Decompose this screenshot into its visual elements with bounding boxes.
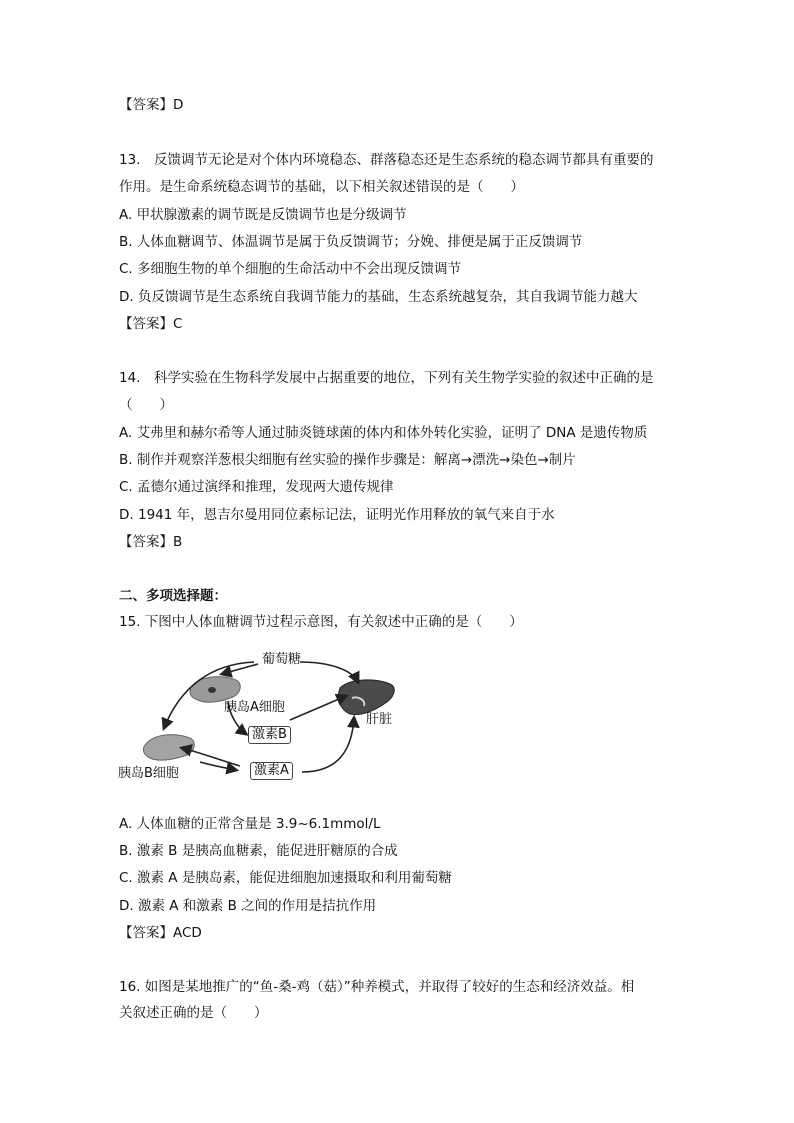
q14-answer: 【答案】B xyxy=(119,534,183,550)
q13-stem-line2: 作用。是生命系统稳态调节的基础，以下相关叙述错误的是（ ） xyxy=(119,179,524,195)
q14-stem-line2: （ ） xyxy=(119,397,173,413)
q15-option-b: B. 激素 B 是胰高血糖素，能促进肝糖原的合成 xyxy=(119,843,398,859)
q13-stem-line1: 13. 反馈调节无论是对个体内环境稳态、群落稳态还是生态系统的稳态调节都具有重要的 xyxy=(119,152,654,168)
glucose-label: 葡萄糖 xyxy=(262,652,302,667)
q14-option-b: B. 制作并观察洋葱根尖细胞有丝实验的操作步骤是：解离→漂洗→染色→制片 xyxy=(119,452,576,468)
q16-stem-line1: 16. 如图是某地推广的“鱼-桑-鸡（菇）”种养模式，并取得了较好的生态和经济效益。相 xyxy=(119,979,635,995)
q12-answer: 【答案】D xyxy=(119,97,184,113)
q13-answer: 【答案】C xyxy=(119,316,183,332)
q14-option-d: D. 1941 年，恩吉尔曼用同位素标记法，证明光作用释放的氧气来自于水 xyxy=(119,507,555,523)
islet-b-label: 胰岛B细胞 xyxy=(118,766,179,781)
liver-label: 肝脏 xyxy=(366,712,393,727)
q15-option-c: C. 激素 A 是胰岛素，能促进细胞加速摄取和利用葡萄糖 xyxy=(119,870,452,886)
q14-stem-line1: 14. 科学实验在生物科学发展中占据重要的地位，下列有关生物学实验的叙述中正确的是 xyxy=(119,370,654,386)
section-heading: 二、多项选择题： xyxy=(119,588,227,604)
q15-answer: 【答案】ACD xyxy=(119,925,202,941)
q13-option-a: A. 甲状腺激素的调节既是反馈调节也是分级调节 xyxy=(119,207,407,223)
q13-option-d: D. 负反馈调节是生态系统自我调节能力的基础，生态系统越复杂，其自我调节能力越大 xyxy=(119,289,638,305)
q14-option-c: C. 孟德尔通过演绎和推理，发现两大遗传规律 xyxy=(119,479,394,495)
q16-stem-line2: 关叙述正确的是（ ） xyxy=(119,1005,268,1021)
pancreas-lower-icon xyxy=(143,735,194,761)
blood-glucose-diagram xyxy=(118,648,410,788)
islet-a-label: 胰岛A细胞 xyxy=(224,700,285,715)
q15-option-a: A. 人体血糖的正常含量是 3.9~6.1mmol/L xyxy=(119,816,381,832)
q13-option-b: B. 人体血糖调节、体温调节是属于负反馈调节；分娩、排便是属于正反馈调节 xyxy=(119,234,583,250)
q15-option-d: D. 激素 A 和激素 B 之间的作用是拮抗作用 xyxy=(119,898,377,914)
q15-stem: 15. 下图中人体血糖调节过程示意图，有关叙述中正确的是（ ） xyxy=(119,614,523,630)
liver-icon xyxy=(338,680,394,715)
q14-option-a: A. 艾弗里和赫尔希等人通过肺炎链球菌的体内和体外转化实验，证明了 DNA 是遗传物质 xyxy=(119,425,648,441)
q13-option-c: C. 多细胞生物的单个细胞的生命活动中不会出现反馈调节 xyxy=(119,261,462,277)
hormone-a-box: 激素A xyxy=(250,762,293,780)
hormone-b-box: 激素B xyxy=(248,726,291,744)
